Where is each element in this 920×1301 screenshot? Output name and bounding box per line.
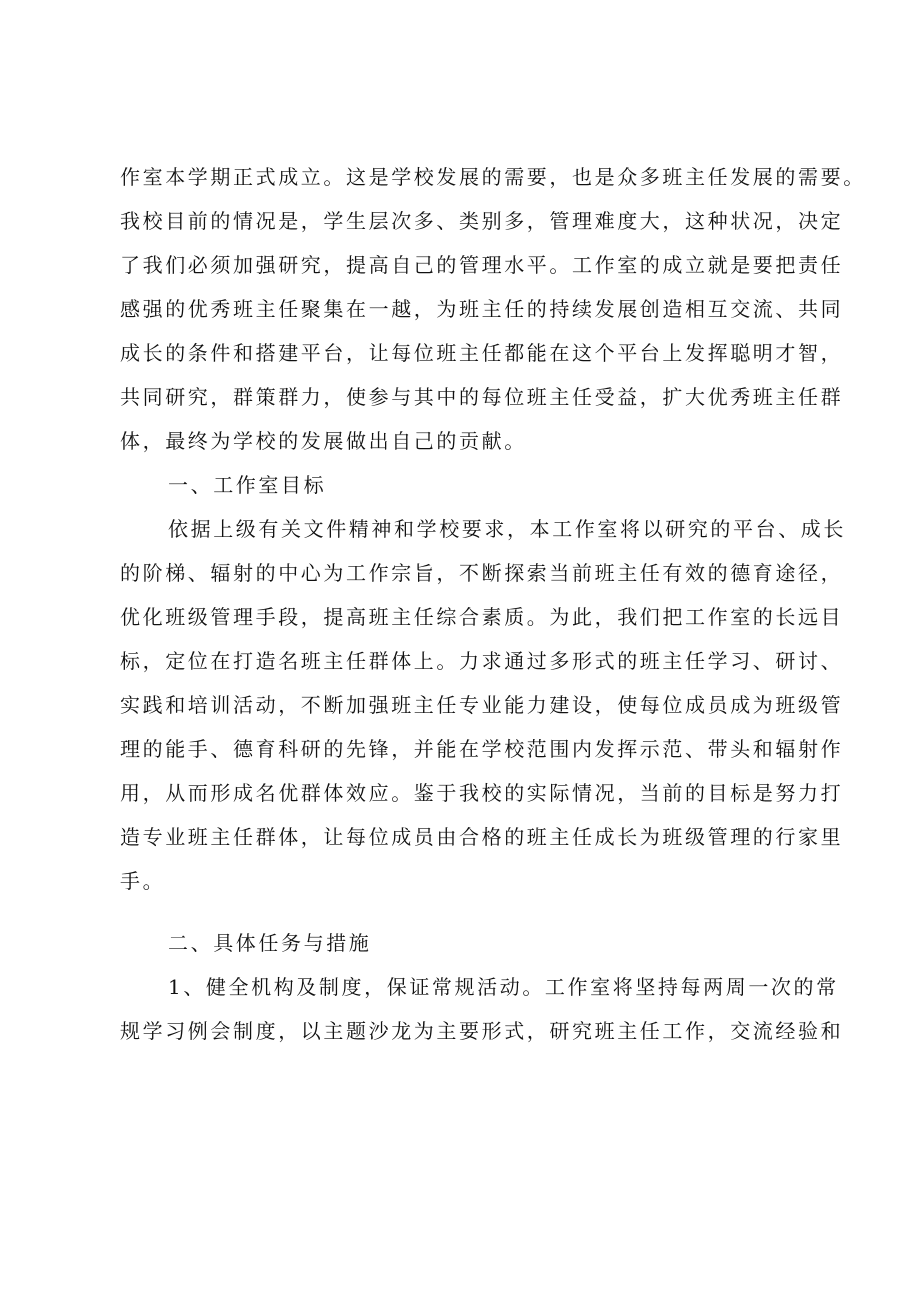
paragraph-line: 手。: [120, 869, 166, 893]
paragraph-line: 了我们必须加强研究，提高自己的管理水平。工作室的成立就是要把责任: [120, 253, 844, 277]
paragraph-line: 造专业班主任群体，让每位成员由合格的班主任成长为班级管理的行家里: [120, 825, 844, 849]
document-body: [120, 155, 866, 1053]
paragraph-line: 体，最终为学校的发展做出自己的贡献。: [120, 429, 527, 453]
paragraph-line: 1、健全机构及制度，保证常规活动。工作室将坚持每两周一次的常: [168, 975, 839, 999]
paragraph-line: 我校目前的情况是，学生层次多、类别多，管理难度大，这种状况，决定: [120, 209, 844, 233]
paragraph-line: 理的能手、德育科研的先锋，并能在学校范围内发挥示范、带头和辐射作: [120, 737, 844, 761]
paragraph-line: 规学习例会制度，以主题沙龙为主要形式，研究班主任工作，交流经验和: [120, 1019, 844, 1043]
paragraph-line: 实践和培训活动，不断加强班主任专业能力建设，使每位成员成为班级管: [120, 693, 844, 717]
section-heading: 二、具体任务与措施: [168, 931, 372, 955]
paragraph-line: 用，从而形成名优群体效应。鉴于我校的实际情况，当前的目标是努力打: [120, 781, 844, 805]
paragraph-line: 成长的条件和搭建平台，让每位班主任都能在这个平台上发挥聪明才智，: [120, 341, 844, 365]
paragraph-line: 的阶梯、辐射的中心为工作宗旨，不断探索当前班主任有效的德育途径，: [120, 561, 844, 585]
paragraph-line: 优化班级管理手段，提高班主任综合素质。为此，我们把工作室的长远目: [120, 605, 844, 629]
paragraph-line: 共同研究，群策群力，使参与其中的每位班主任受益，扩大优秀班主任群: [120, 385, 844, 409]
paragraph-line: 依据上级有关文件精神和学校要求，本工作室将以研究的平台、成长: [168, 517, 846, 541]
paragraph-line: 标，定位在打造名班主任群体上。力求通过多形式的班主任学习、研讨、: [120, 649, 844, 673]
section-heading: 一、工作室目标: [168, 473, 327, 497]
paragraph-line: 感强的优秀班主任聚集在一越，为班主任的持续发展创造相互交流、共同: [120, 297, 844, 321]
paragraph-line: 作室本学期正式成立。这是学校发展的需要，也是众多班主任发展的需要。: [120, 165, 866, 189]
